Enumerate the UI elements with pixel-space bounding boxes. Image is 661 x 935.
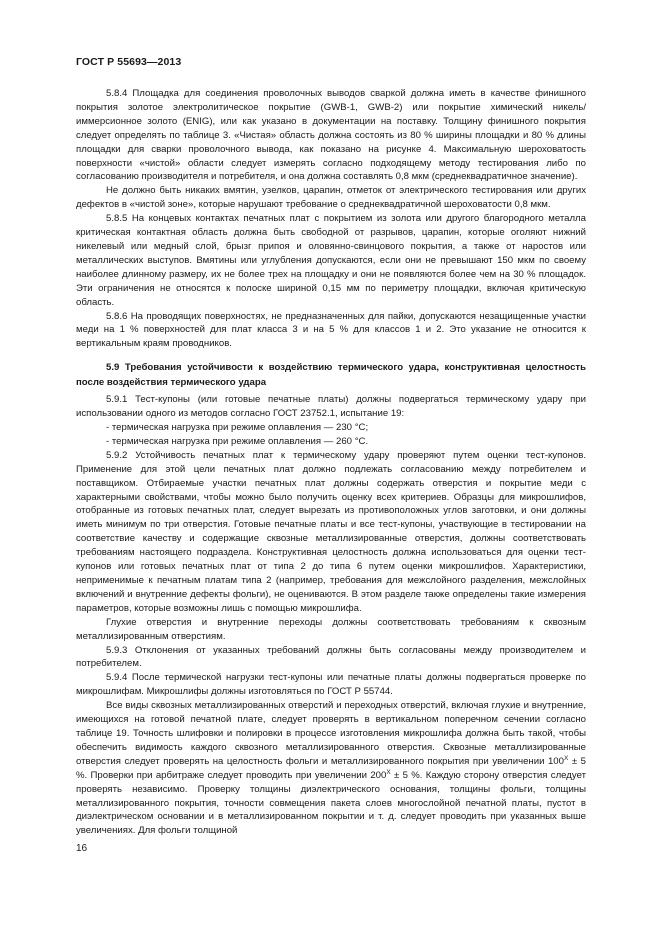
list-item: - термическая нагрузка при режиме оплавления — 230 °С; bbox=[106, 422, 369, 434]
paragraph-5-8-4: 5.8.4 Площадка для соединения проволочных выводов сваркой должна иметь в качестве финишного покрытия золотое электролитическое покрытие (GWB-1, GWB-2) или покрытие химический никель/иммерсионное золото (ENIG), или как указано в документации на поставку. Толщину финишного покрытия следует определять по таблице 3. «Чистая» область должна состоять из 80 % ширины площадки и 80 % длины площадки для сварки проволочного вывода, как показано на рисунке 4. Максимальную шероховатость поверхности «чистой» области следует измерять согласно подходящему методу тестирования либо по согласованию производителя и потребителя, и она должна составлять 0,8 мкм (среднеквадратичное значение). bbox=[76, 88, 586, 183]
paragraph-5-9-4-continued bbox=[76, 699, 586, 838]
document-header: ГОСТ Р 55693—2013 bbox=[76, 56, 182, 68]
paragraph-5-8-4-continued: Не должно быть никаких вмятин, узелков, царапин, отметок от электрического тестирования или других дефектов в «чистой зоне», которые нарушают требование о среднеквадратичной шероховатости 0,8 мкм. bbox=[76, 185, 586, 211]
paragraph-5-9-2-continued: Глухие отверстия и внутренние переходы должны соответствовать требованиям к сквозным металлизированным отверстиям. bbox=[76, 616, 586, 642]
paragraph-5-9-4: 5.9.4 После термической нагрузки тест-купоны или печатные платы должны подвергаться проверке по микрошлифам. Микрошлифы должны изготовляться по ГОСТ Р 55744. bbox=[76, 672, 586, 698]
paragraph-5-9-1: 5.9.1 Тест-купоны (или готовые печатные платы) должны подвергаться термическому удару при использовании одного из методов согласно ГОСТ 23752.1, испытание 19: bbox=[76, 394, 586, 420]
magnification-superscript: X bbox=[563, 754, 569, 762]
text-segment: ± 5 %. Каждую сторону отверстия следует проверять независимо. Проверку толщины диэлектрического основания, толщины фольги, толщины металлизированного покрытия, точности совмещения пакета слоев многослойной печатной платы, пустот в диэлектрическом основании и в металлизированном покрытии и т. д. следует проводить при указанных выше увеличениях. Для фольги толщиной bbox=[76, 769, 586, 837]
magnification-superscript: X bbox=[386, 768, 391, 776]
paragraph-5-8-6: 5.8.6 На проводящих поверхностях, не предназначенных для пайки, допускаются незащищенные участки меди на 1 % поверхностей для плат класса 3 и на 5 % для классов 1 и 2. Это указание не относится к вертикальным краям проводников. bbox=[76, 310, 586, 350]
paragraph-5-9-3: 5.9.3 Отклонения от указанных требований должны быть согласованы между производителем и потребителем. bbox=[76, 644, 586, 670]
paragraph-5-9-2: 5.9.2 Устойчивость печатных плат к термическому удару проверяют путем оценки тест-купонов. Применение для этой цели печатных плат должно подлежать согласованию между потребителем и поставщиком. Отбираемые участки печатных плат должны содержать отверстия и покрытие меди с характерными свойствами, чтобы можно было получить оценку всех критериев. Образцы для микрошлифов, отобранные из готовых печатных плат, следует вырезать из противоположных углов заготовки, и они должны иметь минимум по три отверстия. Готовые печатные платы и все тест-купоны, участвующие в тестировании на соответствие качеству и содержащие сквозные металлизированные отверстия, должны соответствовать требованиям настоящего подраздела. Конструктивная целостность должна использоваться для оценки тест-купонов или готовых печатных плат от типа 2 до типа 6 путем оценки микрошлифов. Характеристики, неприменимые к печатным платам типа 2 (например, требования для межслойного разделения, межслойных включений и внутренние дефекты фольги), не оцениваются. В этом разделе также определены такие измерения параметров, которые возможны лишь с помощью микрошлифа. bbox=[76, 449, 586, 614]
page-number: 16 bbox=[76, 843, 88, 854]
document-body bbox=[76, 87, 586, 838]
list-item: - термическая нагрузка при режиме оплавления — 260 °С. bbox=[106, 435, 369, 447]
paragraph-5-8-5: 5.8.5 На концевых контактах печатных плат с покрытием из золота или другого благородного металла критическая контактная область должна быть свободной от разрывов, царапин, которые оголяют нижний никелевый или медный слой, брызг припоя и оловянно-свинцового покрытия, а также от наростов или металлических выступов. Вмятины или углубления допускаются, если они не превышают 150 мкм по своему наиболее длинному размеру, их не более трех на площадку и они не появляются более чем на 30 % площадок. Эти ограничения не относятся к полоске шириной 0,15 мм по периметру площадки, включая критическую область. bbox=[76, 213, 586, 308]
text-segment: Все виды сквозных металлизированных отверстий и переходных отверстий, включая глухие и внутренние, имеющихся на готовой печатной плате, следует проверять в вертикальном поперечном сечении согласно таблице 19. Точность шлифовки и полировки в процессе изготовления микрошлифа должна быть такой, чтобы обеспечить видимость каждого сквозного металлизированного отверстия. Сквозные металлизированные отверстия следует проверять на целостность фольги и металлизированного покрытия при увеличении 100 bbox=[76, 700, 586, 767]
section-heading-5-9: 5.9 Требования устойчивости к воздействию термического удара, конструктивная целостность после воздействия термического удара bbox=[76, 362, 586, 388]
text-segment: ± 5 %. Проверки при арбитраже следует проводить при увеличении 200 bbox=[76, 755, 587, 781]
